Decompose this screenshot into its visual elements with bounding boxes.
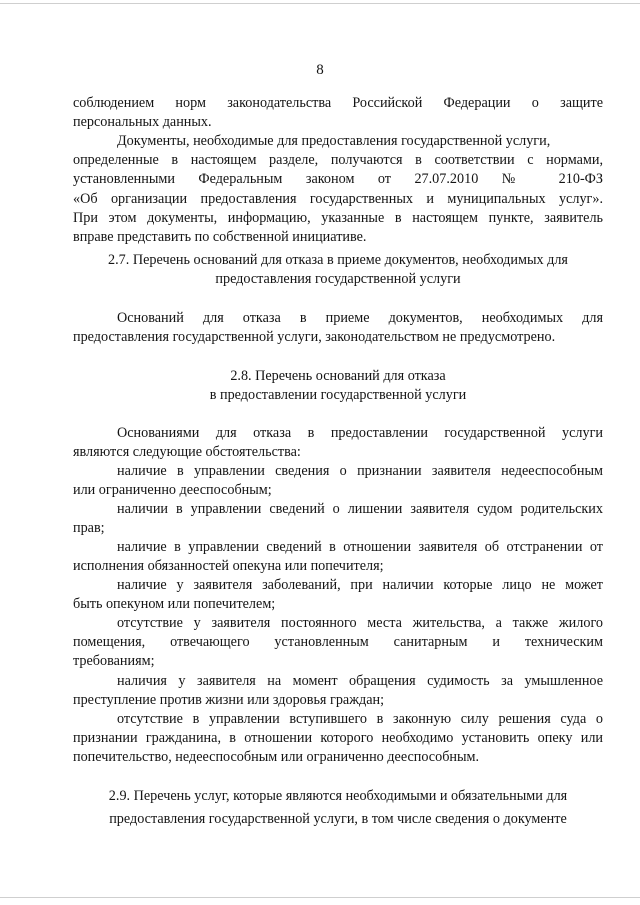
text-line: являются следующие обстоятельства: xyxy=(73,444,301,461)
paragraph-no-grounds xyxy=(73,309,603,347)
text-line: установленными Федеральным законом от 27.07.2010 № 210-ФЗ xyxy=(73,171,603,188)
list-item-incapacity xyxy=(73,462,603,500)
list-item-residence xyxy=(73,614,603,672)
paragraph-grounds-intro xyxy=(73,424,603,462)
heading-line: 2.9. Перечень услуг, которые являются необходимыми и обязательными для xyxy=(108,788,568,804)
heading-line: предоставления государственной услуги xyxy=(215,271,461,288)
page-number: 8 xyxy=(316,62,324,78)
text-line: исполнения обязанностей опекуна или попечителя; xyxy=(73,558,384,575)
text-line: наличия у заявителя на момент обращения судимость за умышленное xyxy=(117,673,603,689)
text-line: требованиям; xyxy=(73,653,155,670)
top-sheet-edge xyxy=(0,3,640,4)
text-line: Основаниями для отказа в предоставлении государственной услуги xyxy=(117,425,603,441)
paragraph-documents xyxy=(73,132,603,247)
text-line: попечительство, недееспособным или ограниченно дееспособным. xyxy=(73,749,480,766)
heading-line: 2.7. Перечень оснований для отказа в приеме документов, необходимых для xyxy=(108,252,568,268)
text-line: соблюдением норм законодательства Российской Федерации о защите xyxy=(73,95,603,111)
paragraph-personal-data xyxy=(73,94,603,132)
heading-line: в предоставлении государственной услуги xyxy=(209,387,467,404)
text-line: вправе представить по собственной инициативе. xyxy=(73,229,367,246)
bottom-sheet-edge xyxy=(0,897,640,898)
list-item-parental-rights xyxy=(73,500,603,538)
text-line: наличии в управлении сведений о лишении заявителя судом родительских xyxy=(117,501,603,517)
text-line: отсутствие в управлении вступившего в законную силу решения суда о xyxy=(117,711,603,727)
list-item-removal xyxy=(73,538,603,576)
list-item-criminal-record xyxy=(73,672,603,710)
text-line: или ограниченно дееспособным; xyxy=(73,482,272,499)
list-item-court-decision xyxy=(73,710,603,768)
text-line: определенные в настоящем разделе, получаются в соответствии с нормами, xyxy=(73,152,603,169)
heading-line: предоставления государственной услуги, в том числе сведения о документе xyxy=(109,811,567,828)
text-line: наличие у заявителя заболеваний, при наличии которые лицо не может xyxy=(117,577,603,593)
text-line: признании гражданина, в отношении которого необходимо установить опеку или xyxy=(73,730,603,747)
text-line: помещения, отвечающего установленным санитарным и техническим xyxy=(73,634,603,651)
section-heading-2-7 xyxy=(73,251,603,289)
text-line: персональных данных. xyxy=(73,114,212,131)
list-item-diseases xyxy=(73,576,603,614)
text-line: преступление против жизни или здоровья граждан; xyxy=(73,692,385,709)
text-line: быть опекуном или попечителем; xyxy=(73,596,276,613)
text-line: наличие в управлении сведений в отношении заявителя об отстранении от xyxy=(117,539,603,555)
text-line: отсутствие у заявителя постоянного места жительства, а также жилого xyxy=(117,615,603,631)
text-line: Оснований для отказа в приеме документов, необходимых для xyxy=(117,310,603,326)
text-line: прав; xyxy=(73,520,105,537)
text-line: предоставления государственной услуги, законодательством не предусмотрено. xyxy=(73,329,556,346)
text-line: «Об организации предоставления государственных и муниципальных услуг». xyxy=(73,190,603,207)
text-line: Документы, необходимые для предоставления государственной услуги, xyxy=(117,133,551,149)
text-line: При этом документы, информацию, указанные в настоящем пункте, заявитель xyxy=(73,209,603,226)
section-heading-2-9 xyxy=(73,787,603,829)
section-heading-2-8 xyxy=(73,367,603,405)
heading-line: 2.8. Перечень оснований для отказа xyxy=(230,368,446,384)
text-line: наличие в управлении сведения о признании заявителя недееспособным xyxy=(117,463,603,479)
